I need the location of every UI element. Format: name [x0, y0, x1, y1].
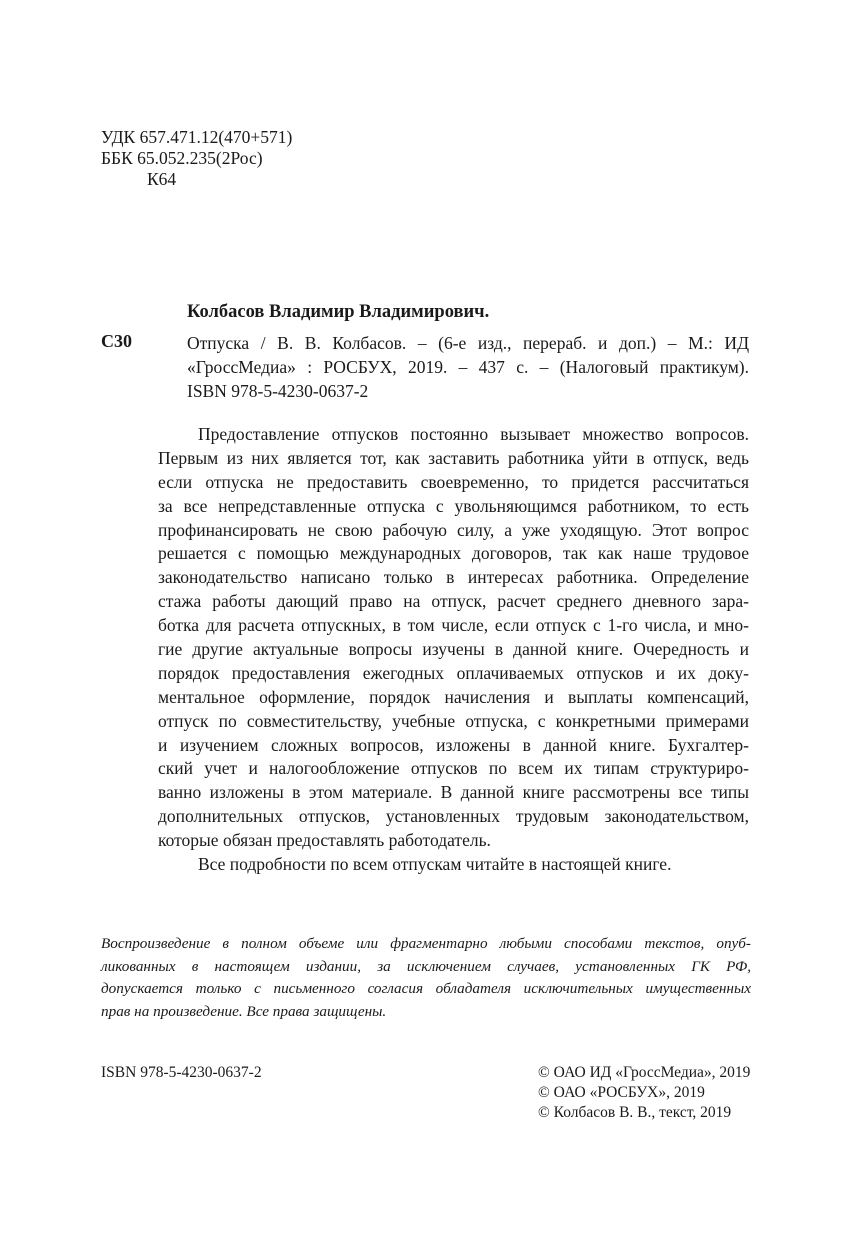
record-line: «ГроссМедиа» : РОСБУХ, 2019. – 437 с. – (Налоговый практикум).	[187, 357, 749, 377]
notice-line: ликованных в настоящем издании, за исключением случаев, установленных ГК РФ,	[101, 957, 751, 975]
annotation-line: ментальное оформление, порядок начисления и выплаты компенсаций,	[158, 686, 749, 707]
author-mark: С30	[101, 331, 132, 351]
annotation-line: порядок предоставления ежегодных оплачиваемых отпусков и их доку-	[158, 662, 749, 683]
annotation-line: за все непредставленные отпуска с увольняющимся работником, то есть	[158, 495, 749, 516]
annotation-line: стажа работы дающий право на отпуск, расчет среднего дневного зара-	[158, 591, 749, 612]
notice-line: прав на произведение. Все права защищены.	[101, 1002, 387, 1020]
annotation-line: ский учет и налогообложение отпусков по всем их типам структуриро-	[158, 758, 749, 779]
notice-line: Воспроизведение в полном объеме или фрагментарно любыми способами текстов, опуб-	[101, 935, 751, 952]
annotation-line: Первым из них является тот, как заставить работника уйти в отпуск, ведь	[158, 447, 749, 468]
book-author: Колбасов Владимир Владимирович.	[187, 302, 490, 322]
annotation-line: гие другие актуальные вопросы изучены в данной книге. Очередность и	[158, 639, 749, 660]
footer-isbn: ISBN 978-5-4230-0637-2	[101, 1064, 262, 1081]
annotation-line: профинансировать не свою рабочую силу, а уже уходящую. Этот вопрос	[158, 519, 749, 540]
classification-block	[101, 127, 292, 190]
udk-code: УДК 657.471.12(470+571)	[101, 127, 293, 147]
copyright-line: © ОАО «РОСБУХ», 2019	[538, 1084, 705, 1101]
annotation-line: которые обязан предоставлять работодатель.	[158, 830, 491, 851]
annotation-line: решается с помощью международных договоров, так как наше трудовое	[158, 543, 749, 564]
annotation-text	[158, 423, 749, 877]
annotation-line: Все подробности по всем отпускам читайте в настоящей книге.	[198, 854, 672, 875]
annotation-line: ванно изложены в этом материале. В данной книге рассмотрены все типы	[158, 782, 749, 803]
annotation-line: ботка для расчета отпускных, в том числе, если отпуск с 1-го числа, и мно-	[158, 615, 749, 636]
annotation-line: отпуск по совместительству, учебные отпуска, с конкретными примерами	[158, 710, 749, 731]
copyright-line: © Колбасов В. В., текст, 2019	[538, 1104, 732, 1121]
annotation-line: законодательство написано только в интересах работника. Определение	[158, 567, 749, 588]
copyright-line: © ОАО ИД «ГроссМедиа», 2019	[538, 1064, 751, 1081]
copyright-list	[538, 1063, 750, 1123]
annotation-line: и изучением сложных вопросов, изложены в данной книге. Бухгалтер-	[158, 734, 749, 755]
record-line: Отпуска / В. В. Колбасов. – (6-е изд., перераб. и доп.) – М.: ИД	[187, 333, 749, 353]
annotation-line: Предоставление отпусков постоянно вызывает множество вопросов.	[198, 424, 749, 444]
annotation-line: дополнительных отпусков, установленных трудовым законодательством,	[158, 806, 749, 827]
record-isbn: ISBN 978-5-4230-0637-2	[187, 381, 369, 401]
copyright-notice	[101, 933, 751, 1023]
bibliographic-record	[187, 301, 749, 403]
notice-line: допускается только с письменного согласия обладателя исключительных имущественных	[101, 980, 751, 997]
author-sign: К64	[147, 169, 177, 189]
bbk-code: ББК 65.052.235(2Рос)	[101, 148, 263, 168]
annotation-line: если отпуска не предоставить своевременно, то придется рассчитаться	[158, 471, 749, 492]
